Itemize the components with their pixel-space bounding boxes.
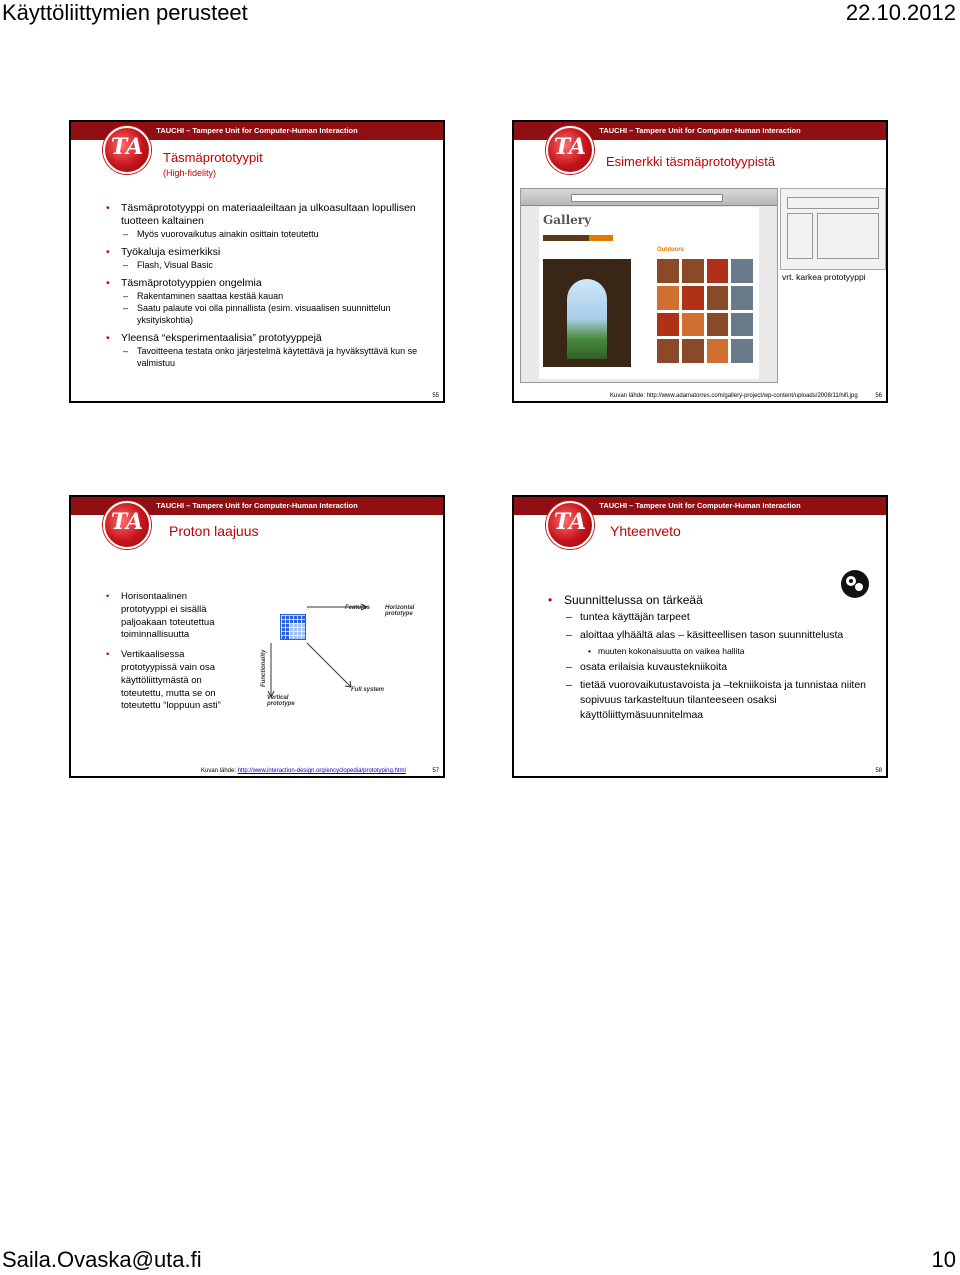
slide-banner: TAUCHI – Tampere Unit for Computer-Human Interaction bbox=[514, 497, 886, 515]
tauchi-logo: TA bbox=[103, 501, 151, 549]
bullet: • Yleensä “eksperimentaalisia” prototyyppejä bbox=[71, 332, 441, 345]
image-source: Kuvan lähde: http://www.adamatorres.com/gallery-project/wp-content/uploads/2008/11/hifi.jpg bbox=[610, 393, 858, 399]
source-link[interactable]: http://www.interaction-design.org/encyclopedia/prototyping.html bbox=[237, 768, 406, 774]
bullet-list bbox=[71, 196, 441, 369]
tauchi-logo: TA bbox=[546, 501, 594, 549]
sub-bullet: – Tavoitteena testata onko järjestelmä käytettävä ja hyväksyttävä kun se valmistuu bbox=[71, 345, 441, 369]
slide-title: Täsmäprototyypit bbox=[163, 150, 263, 165]
bullet: • Täsmäprototyyppien ongelmia bbox=[71, 277, 441, 290]
sub-bullet: – tuntea käyttäjän tarpeet bbox=[566, 611, 690, 623]
sub-bullet: – Myös vuorovaikutus ainakin osittain toteutettu bbox=[71, 228, 441, 240]
image-caption: vrt. karkea prototyyppi bbox=[782, 272, 866, 282]
hifi-prototype-screenshot bbox=[520, 188, 778, 383]
slide-subtitle: (High-fidelity) bbox=[163, 168, 217, 178]
slide-banner: TAUCHI – Tampere Unit for Computer-Human Interaction bbox=[514, 122, 886, 140]
outdoors-label: Outdoors bbox=[657, 247, 684, 253]
bullet: • Työkaluja esimerkiksi bbox=[71, 246, 441, 259]
slide-banner: TAUCHI – Tampere Unit for Computer-Human Interaction bbox=[71, 497, 443, 515]
tauchi-logo: TA bbox=[103, 126, 151, 174]
sub-bullet: – osata erilaisia kuvaustekniikoita bbox=[566, 661, 728, 673]
slide-56 bbox=[512, 120, 888, 403]
sub-bullet: – aloittaa ylhäältä alas – käsitteellisen tason suunnittelusta bbox=[566, 629, 844, 641]
image-source: Kuvan lähde: http://www.interaction-design.org/encyclopedia/prototyping.html bbox=[201, 768, 406, 774]
features-label: Features bbox=[345, 605, 371, 611]
sub-sub-bullet: • muuten kokonaisuutta on vaikea hallita bbox=[588, 646, 745, 656]
tauchi-logo: TA bbox=[546, 126, 594, 174]
sub-bullet: – Rakentaminen saattaa kestää kauan bbox=[71, 290, 441, 302]
slide-title: Esimerkki täsmäprototyypistä bbox=[606, 154, 776, 169]
slide-title: Yhteenveto bbox=[610, 523, 681, 539]
thumbnail-grid bbox=[657, 259, 753, 363]
slide-number: 58 bbox=[875, 768, 882, 774]
document-title: Käyttöliittymien perusteet bbox=[2, 0, 248, 25]
bullet: • Vertikaalisessa prototyypissä vain osa käyttöliittymästä on toteutettu, mutta se on toteutettu “loppuun asti” bbox=[71, 649, 226, 713]
bullet-list bbox=[71, 585, 226, 713]
slide-number: 55 bbox=[432, 393, 439, 399]
arch-photo bbox=[543, 259, 631, 367]
summary-list bbox=[548, 593, 878, 723]
page-number: 10 bbox=[931, 1247, 956, 1272]
document-date: 22.10.2012 bbox=[845, 0, 956, 25]
bullet: • Suunnittelussa on tärkeää bbox=[548, 593, 703, 607]
slide-number: 56 bbox=[875, 393, 882, 399]
vertical-prototype-label: Vertical prototype bbox=[267, 695, 295, 707]
bullet: • Horisontaalinen prototyyppi ei sisällä paljoakaan toteutettua toiminnallisuutta bbox=[71, 591, 226, 642]
functionality-label: Functionality bbox=[261, 649, 267, 687]
sub-bullet: – tietää vuorovaikutustavoista ja –tekniikoista ja tunnistaa niiten sopivuus tarkasteltuun tilanteeseen osaksi käyttöliittymäsuunnitelmaa bbox=[566, 679, 867, 721]
slide-55 bbox=[69, 120, 445, 403]
slide-57 bbox=[69, 495, 445, 778]
sub-bullet: – Flash, Visual Basic bbox=[71, 259, 441, 271]
slide-banner: TAUCHI – Tampere Unit for Computer-Human Interaction bbox=[71, 122, 443, 140]
full-system-label: Full system bbox=[351, 687, 385, 693]
slide-number: 57 bbox=[432, 768, 439, 774]
sub-bullet: – Saatu palaute voi olla pinnallista (esim. visuaalisen suunnittelun yksityiskohtia) bbox=[71, 302, 441, 326]
gallery-label: Gallery bbox=[543, 213, 592, 227]
horizontal-prototype-label: Horizontal prototype bbox=[385, 605, 415, 617]
author-email: Saila.Ovaska@uta.fi bbox=[2, 1247, 202, 1272]
bullet: • Täsmäprototyyppi on materiaaleiltaan ja ulkoasultaan lopullisen tuotteen kaltainen bbox=[71, 202, 441, 228]
slide-title: Proton laajuus bbox=[169, 523, 259, 539]
lofi-sketch-image bbox=[780, 188, 886, 270]
slide-58 bbox=[512, 495, 888, 778]
